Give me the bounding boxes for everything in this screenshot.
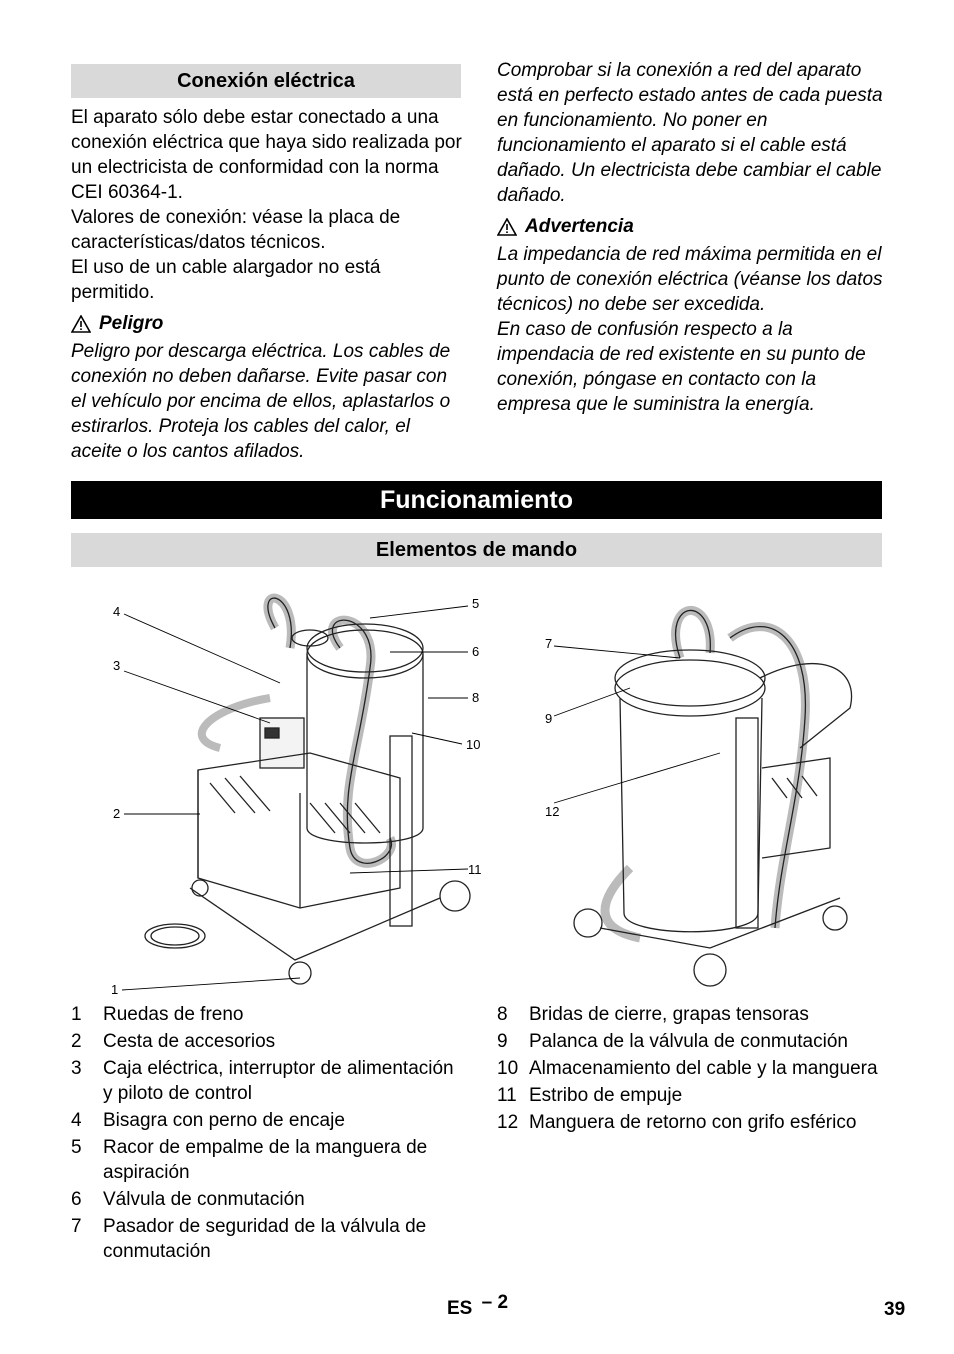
- legend-item-number: 3: [71, 1058, 82, 1079]
- legend-item: [497, 1110, 889, 1135]
- section-title: Funcionamiento: [71, 481, 882, 519]
- legend-item-text: Estribo de empuje: [529, 1085, 683, 1106]
- legend-item: [71, 1029, 463, 1054]
- legend-item: [71, 1056, 463, 1106]
- legend-item: [71, 1135, 463, 1185]
- legend-item-text: Bridas de cierre, grapas tensoras: [529, 1004, 809, 1025]
- legend-item: [71, 1214, 463, 1264]
- callout-8: 8: [472, 690, 480, 705]
- warning-triangle-icon: [497, 218, 517, 236]
- legend-item-text: Manguera de retorno con grifo esférico: [529, 1112, 857, 1133]
- paragraph: El uso de un cable alargador no está permitido.: [71, 257, 381, 303]
- callout-5: 5: [472, 596, 480, 611]
- legend-item-number: 10: [497, 1058, 519, 1079]
- legend-item-number: 11: [497, 1085, 517, 1106]
- legend-item-text: Cesta de accesorios: [103, 1031, 276, 1052]
- danger-label-text: Peligro: [99, 313, 164, 334]
- warning-text: La impedancia de red máxima permitida en el punto de conexión eléctrica (véanse los datos técnicos) no debe ser excedida.: [497, 244, 883, 315]
- legend-item: [71, 1002, 463, 1027]
- section-heading-conexion: Conexión eléctrica: [71, 64, 461, 98]
- warning-label-text: Advertencia: [525, 216, 634, 237]
- right-text-block: [497, 58, 885, 417]
- subsection-title: Elementos de mando: [71, 533, 882, 567]
- legend-item: [71, 1187, 463, 1212]
- callout-2: 2: [113, 806, 121, 821]
- callout-6: 6: [472, 644, 480, 659]
- left-text-block: [71, 105, 463, 464]
- paragraph: El aparato sólo debe estar conectado a una conexión eléctrica que haya sido realizada por un electricista de conformidad con la norma CEI 60364-1.: [71, 107, 462, 203]
- legend-item: [497, 1056, 889, 1081]
- callout-7: 7: [545, 636, 553, 651]
- paragraph: Comprobar si la conexión a red del aparato está en perfecto estado antes de cada puesta en funcionamiento. No poner en funcionamiento el aparato si el cable está dañado. Un electricista debe cambiar el cable dañado.: [497, 60, 883, 206]
- vacuum-front-illustration: [100, 588, 495, 996]
- callout-3: 3: [113, 658, 121, 673]
- footer-lang: ES: [447, 1298, 473, 1319]
- callout-10: 10: [466, 737, 481, 752]
- legend-item-text: Caja eléctrica, interruptor de alimentación y piloto de control: [103, 1058, 454, 1104]
- legend-item-number: 9: [497, 1031, 508, 1052]
- legend-item-text: Bisagra con perno de encaje: [103, 1110, 345, 1131]
- legend-item: [497, 1002, 889, 1027]
- legend-item-text: Ruedas de freno: [103, 1004, 244, 1025]
- danger-text: Peligro por descarga eléctrica. Los cables de conexión no deben dañarse. Evite pasar con el vehículo por encima de ellos, aplastarlos o estirarlos. Proteja los cables del calor, el aceite o los cantos afilados.: [71, 341, 451, 462]
- footer-page-label: [447, 1292, 509, 1321]
- legend-item-number: 1: [71, 1004, 82, 1025]
- legend-item-number: 4: [71, 1110, 82, 1131]
- footer-page-number: 39: [884, 1299, 906, 1320]
- callout-9: 9: [545, 711, 553, 726]
- callout-12: 12: [545, 804, 560, 819]
- legend-item-text: Palanca de la válvula de conmutación: [529, 1031, 848, 1052]
- legend-item-number: 6: [71, 1189, 82, 1210]
- callout-4: 4: [113, 604, 121, 619]
- legend-item-text: Válvula de conmutación: [103, 1189, 305, 1210]
- footer-page-sub: – 2: [481, 1292, 509, 1313]
- legend-item-text: Almacenamiento del cable y la manguera: [529, 1058, 878, 1079]
- legend-item-number: 12: [497, 1112, 519, 1133]
- danger-label: [71, 311, 463, 336]
- callout-11: 11: [468, 862, 482, 877]
- warning-triangle-icon: [71, 315, 91, 333]
- legend-item-number: 7: [71, 1216, 82, 1237]
- legend-item: [497, 1083, 889, 1108]
- legend-item-text: Pasador de seguridad de la válvula de conmutación: [103, 1216, 427, 1262]
- vacuum-side-illustration: [540, 598, 860, 996]
- legend-item-number: 5: [71, 1137, 82, 1158]
- legend-list-left: [71, 1002, 463, 1266]
- paragraph: Valores de conexión: véase la placa de características/datos técnicos.: [71, 207, 401, 253]
- legend-item-number: 8: [497, 1004, 508, 1025]
- warning-label: [497, 214, 885, 239]
- legend-list-right: [497, 1002, 889, 1137]
- legend-item-number: 2: [71, 1031, 82, 1052]
- legend-item: [497, 1029, 889, 1054]
- callout-1: 1: [111, 982, 119, 996]
- legend-item-text: Racor de empalme de la manguera de aspiración: [103, 1137, 428, 1183]
- warning-text: En caso de confusión respecto a la impendacia de red existente en su punto de conexión, póngase en contacto con la empresa que le suministra la energía.: [497, 319, 866, 415]
- legend-item: [71, 1108, 463, 1133]
